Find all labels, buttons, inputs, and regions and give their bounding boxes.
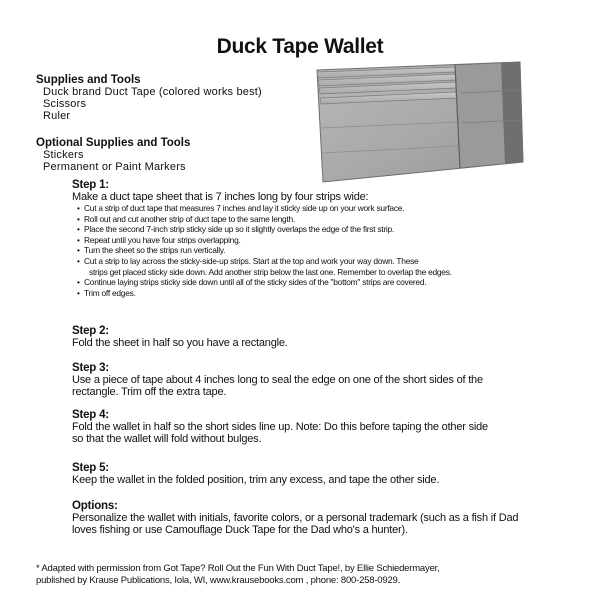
step-heading: Step 3: (72, 362, 109, 374)
step-text: Fold the sheet in half so you have a rectangle. (72, 337, 288, 349)
options-text-line: loves fishing or use Camouflage Duck Tape for the Dad who's a hunter). (72, 524, 408, 536)
bullet-continuation: strips get placed sticky side down. Add another strip below the last one. Remember to overlap the edges. (89, 266, 452, 277)
step-heading: Step 1: (72, 179, 109, 191)
bullet-item: • Repeat until you have four strips overlapping. (77, 235, 592, 246)
bullet-item: • Turn the sheet so the strips run vertically. (77, 245, 592, 256)
step-2 (72, 325, 592, 349)
bullet-item: • Cut a strip of duct tape that measures 7 inches and lay it sticky side up on your work surface. (77, 203, 592, 214)
bullet-item: • Place the second 7-inch strip sticky side up so it slightly overlaps the edge of the first strip. (77, 224, 592, 235)
bullet-item: • Trim off edges. (77, 288, 592, 299)
supply-item: Ruler (43, 110, 71, 122)
step-3 (72, 362, 592, 398)
bullet-item: • Cut a strip to lay across the sticky-side-up strips. Start at the top and work your way down. These (77, 256, 592, 267)
options-text-line: Personalize the wallet with initials, favorite colors, or a personal trademark (such as a fish if Dad (72, 512, 519, 524)
optional-item: Stickers (43, 149, 84, 161)
optional-item: Permanent or Paint Markers (43, 161, 186, 173)
step-1 (72, 179, 592, 298)
step-text-line: so that the wallet will fold without bulges. (72, 433, 262, 445)
bullet-item: • Roll out and cut another strip of duct tape to the same length. (77, 214, 592, 225)
attribution-footer (36, 563, 440, 587)
step-text-line: Use a piece of tape about 4 inches long to seal the edge on one of the short sides of the (72, 374, 483, 386)
step-4 (72, 409, 592, 445)
supplies-heading: Supplies and Tools (36, 74, 141, 86)
step-text-line: Fold the wallet in half so the short sides line up. Note: Do this before taping the other side (72, 421, 488, 433)
footer-line: * Adapted with permission from Got Tape? Roll Out the Fun With Duct Tape!, by Ellie Schiedermayer, (36, 563, 440, 574)
step-1-bullet-list (72, 203, 592, 298)
step-text-line: rectangle. Trim off the extra tape. (72, 386, 227, 398)
supply-item: Duck brand Duct Tape (colored works best) (43, 86, 262, 98)
optional-supplies-section (36, 137, 190, 173)
bullet-item: • Continue laying strips sticky side down until all of the sticky sides of the "bottom" strips are covered. (77, 277, 592, 288)
page-title: Duck Tape Wallet (216, 35, 384, 58)
options-section (72, 500, 592, 536)
step-heading: Step 2: (72, 325, 109, 337)
step-text: Make a duct tape sheet that is 7 inches long by four strips wide: (72, 191, 369, 203)
wallet-photo (315, 58, 525, 184)
supplies-section (36, 74, 262, 122)
optional-heading: Optional Supplies and Tools (36, 137, 191, 149)
step-heading: Step 4: (72, 409, 109, 421)
step-heading: Step 5: (72, 462, 109, 474)
step-text: Keep the wallet in the folded position, trim any excess, and tape the other side. (72, 474, 440, 486)
supply-item: Scissors (43, 98, 87, 110)
footer-line: published by Krause Publications, Iola, WI, www.krausebooks.com , phone: 800-258-0929. (36, 575, 401, 586)
options-heading: Options: (72, 500, 118, 512)
step-5 (72, 462, 592, 486)
